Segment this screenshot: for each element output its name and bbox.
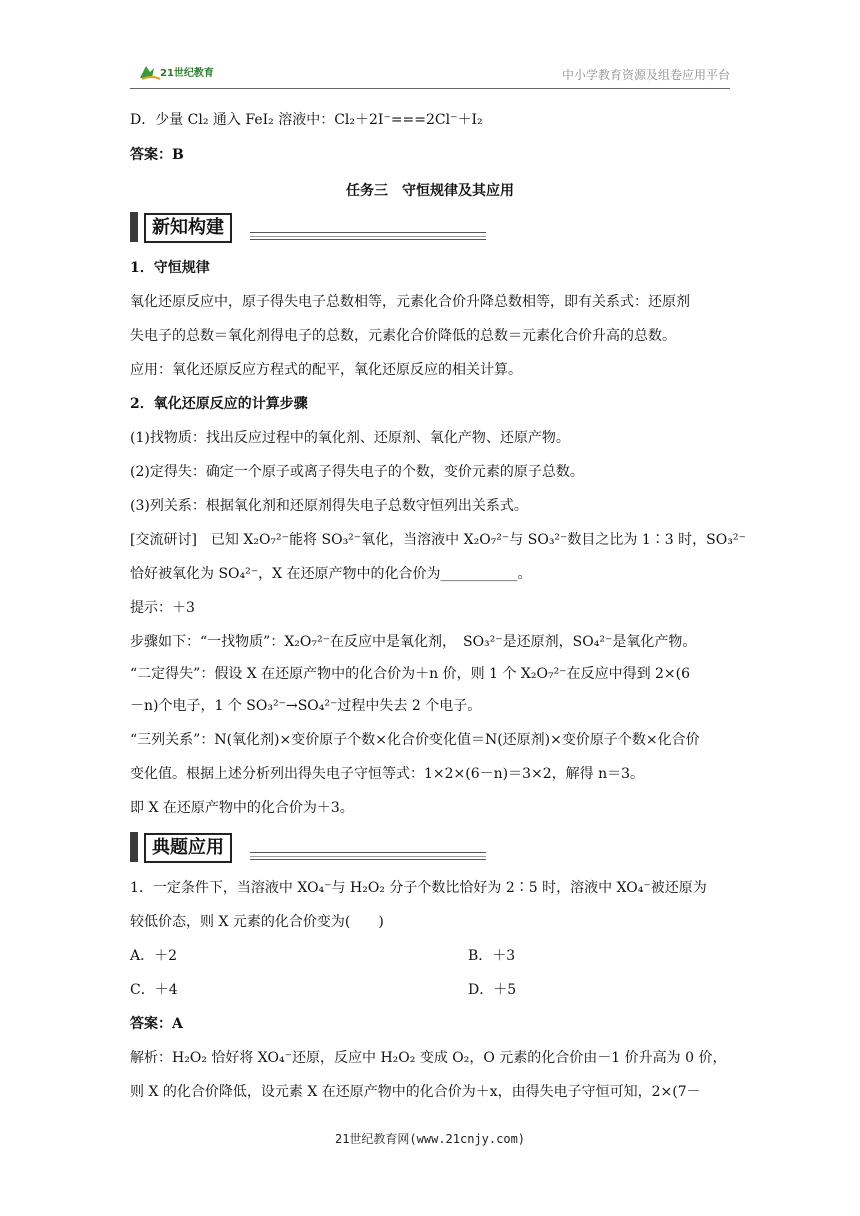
subheading-conservation: 1．守恒规律 (130, 260, 210, 276)
site-name: 中小学教育资源及组卷应用平台 (561, 68, 730, 82)
page-header (130, 60, 730, 89)
discussion-question: [交流研讨] 已知 X₂O₇²⁻能将 SO₃²⁻氧化，当溶液中 X₂O₇²⁻与 SO₃²⁻数目之比为 1∶3 时，SO₃²⁻ (130, 532, 746, 548)
question-stem: 1．一定条件下，当溶液中 XO₄⁻与 H₂O₂ 分子个数比恰好为 2∶5 时，溶液中 XO₄⁻被还原为 (130, 880, 707, 896)
page-footer: 21世纪教育网(www.21cnjy.com) (334, 1132, 526, 1146)
analysis-line: 则 X 的化合价降低，设元素 X 在还原产物中的化合价为＋x，由得失电子守恒可知，2×(7－ (130, 1084, 701, 1100)
paragraph: 应用：氧化还原反应方程式的配平，氧化还原反应的相关计算。 (130, 362, 522, 378)
option-a: A．＋2 (130, 948, 178, 964)
step-item: (1)找物质：找出反应过程中的氧化剂、还原剂、氧化产物、还原产物。 (130, 430, 570, 446)
option-c: C．＋4 (130, 982, 178, 998)
site-logo (138, 62, 214, 82)
explanation-line: “三列关系”：N(氧化剂)×变价原子个数×化合价变化值＝N(还原剂)×变价原子个数×化合价 (130, 732, 700, 748)
section-heading-label: 典题应用 (144, 833, 232, 863)
task-title: 任务三 守恒规律及其应用 (346, 183, 514, 199)
paragraph: 氧化还原反应中，原子得失电子总数相等，元素化合价升降总数相等，即有关系式：还原剂 (130, 294, 690, 310)
section-heading-label: 新知构建 (144, 213, 232, 243)
answer-label: 答案：A (130, 1016, 183, 1032)
explanation-line: “二定得失”：假设 X 在还原产物中的化合价为＋n 价，则 1 个 X₂O₇²⁻在反应中得到 2×(6 (130, 666, 691, 682)
explanation-line: 步骤如下：“一找物质”：X₂O₇²⁻在反应中是氧化剂， SO₃²⁻是还原剂，SO₄²⁻是氧化产物。 (130, 634, 697, 650)
explanation-line: 变化值。根据上述分析列出得失电子守恒等式：1×2×(6－n)＝3×2，解得 n＝3。 (130, 766, 645, 782)
svg-text:21世纪教育: 21世纪教育 (160, 68, 214, 79)
section-heading-new-knowledge (130, 212, 486, 242)
step-item: (3)列关系：根据氧化剂和还原剂得失电子总数守恒列出关系式。 (130, 498, 528, 514)
hint: 提示：＋3 (130, 600, 195, 616)
step-item: (2)定得失：确定一个原子或离子得失电子的个数，变价元素的原子总数。 (130, 464, 584, 480)
explanation-line: －n)个电子，1 个 SO₃²⁻→SO₄²⁻过程中失去 2 个电子。 (130, 698, 482, 714)
option-d: D．＋5 (468, 982, 517, 998)
heading-rule (250, 852, 486, 860)
section-heading-typical-problems (130, 832, 486, 862)
option-b: B．＋3 (468, 948, 516, 964)
option-d-text: D．少量 Cl₂ 通入 FeI₂ 溶液中：Cl₂＋2I⁻===2Cl⁻＋I₂ (130, 112, 483, 128)
heading-stripe (130, 832, 138, 862)
explanation-line: 即 X 在还原产物中的化合价为＋3。 (130, 800, 354, 816)
heading-rule (250, 232, 486, 240)
analysis-line: 解析：H₂O₂ 恰好将 XO₄⁻还原，反应中 H₂O₂ 变成 O₂，O 元素的化合价由－1 价升高为 0 价， (130, 1050, 727, 1066)
answer-label: 答案：B (130, 147, 184, 163)
heading-stripe (130, 212, 138, 242)
question-stem: 较低价态，则 X 元素的化合价变为( ) (130, 914, 384, 930)
paragraph: 失电子的总数＝氧化剂得电子的总数，元素化合价降低的总数＝元素化合价升高的总数。 (130, 328, 676, 344)
subheading-steps: 2．氧化还原反应的计算步骤 (130, 396, 308, 412)
discussion-question: 恰好被氧化为 SO₄²⁻，X 在还原产物中的化合价为___________。 (130, 566, 532, 582)
